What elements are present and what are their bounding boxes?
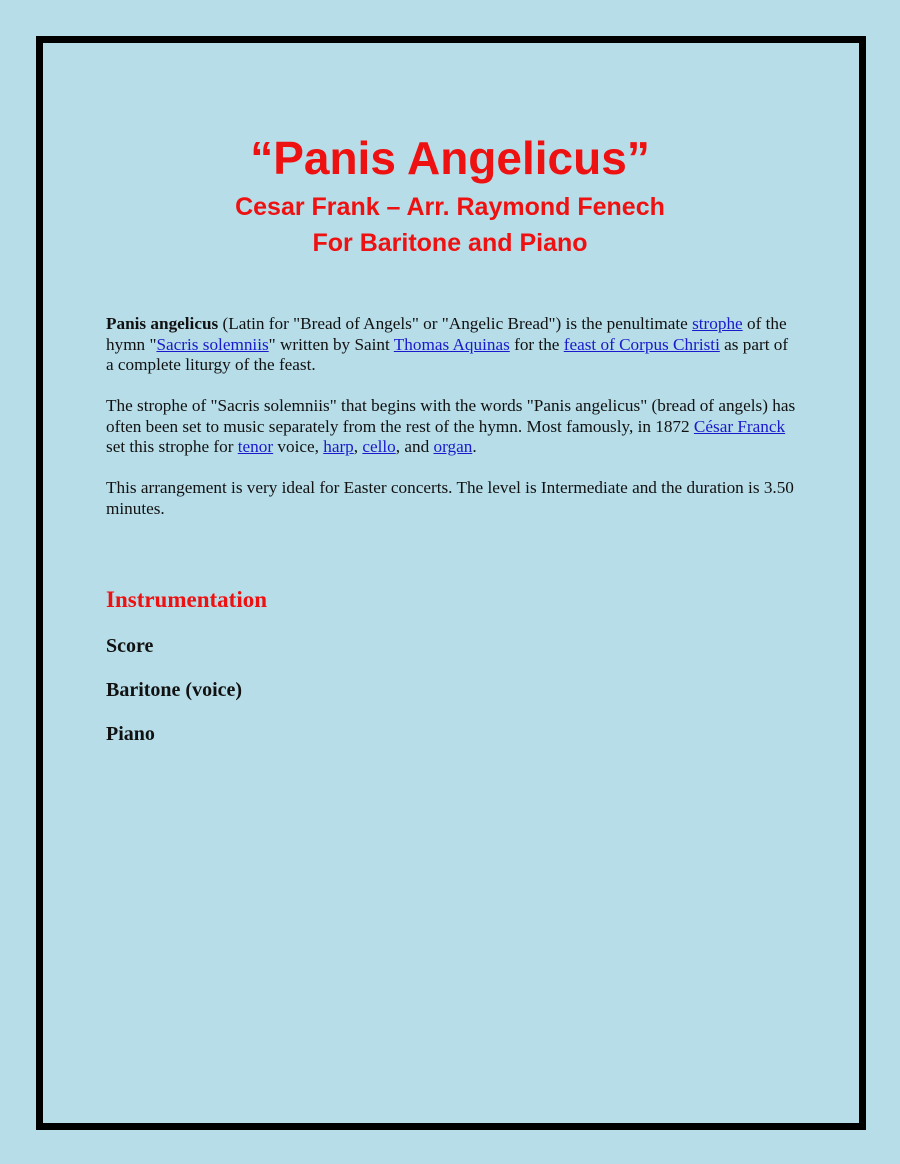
page-title: “Panis Angelicus” bbox=[250, 132, 650, 184]
tenor-link[interactable]: tenor bbox=[237, 437, 274, 456]
intro-paragraph bbox=[106, 314, 796, 376]
intro-text-a: (Latin for "Bread of Angels" or "Angelic Bread") is the penultimate bbox=[218, 314, 693, 333]
intro-text-c: " written by Saint bbox=[268, 334, 394, 354]
harp-link[interactable]: harp bbox=[323, 437, 354, 456]
composer-arranger-subtitle: Cesar Frank – Arr. Raymond Fenech bbox=[235, 193, 665, 221]
instrument-subtitle: For Baritone and Piano bbox=[312, 229, 588, 257]
corpus-christi-link[interactable]: feast of Corpus Christi bbox=[563, 334, 720, 354]
instrumentation-heading: Instrumentation bbox=[106, 587, 268, 612]
cello-link[interactable]: cello bbox=[362, 437, 396, 456]
thomas-aquinas-link[interactable]: Thomas Aquinas bbox=[393, 334, 510, 354]
intro-text-d: for the bbox=[509, 334, 564, 354]
intro-bold-lead: Panis angelicus bbox=[106, 314, 219, 333]
strophe-link[interactable]: strophe bbox=[692, 314, 743, 333]
instrument-item-piano: Piano bbox=[106, 723, 155, 745]
history-text-b: set this strophe for bbox=[106, 437, 238, 456]
history-text-a: The strophe of "Sacris solemniis" that begins with the words "Panis angelicus" (bread of angels) has often been set to music separately from the rest of the hymn. Most famously, in 1872 bbox=[106, 396, 796, 436]
cesar-franck-link[interactable]: César Franck bbox=[693, 416, 786, 436]
instrument-item-baritone: Baritone (voice) bbox=[106, 679, 243, 701]
history-paragraph bbox=[106, 396, 796, 458]
sacris-solemniis-link[interactable]: Sacris solemniis bbox=[156, 334, 269, 354]
instrument-item-score: Score bbox=[106, 635, 154, 657]
history-text-f: . bbox=[472, 437, 477, 456]
history-text-d: , bbox=[353, 437, 363, 456]
arrangement-paragraph: This arrangement is very ideal for Easter concerts. The level is Intermediate and the duration is 3.50 minutes. bbox=[106, 478, 794, 518]
history-text-c: voice, bbox=[273, 437, 324, 456]
intro-text-b: of the hymn " bbox=[106, 314, 787, 354]
organ-link[interactable]: organ bbox=[433, 437, 473, 456]
history-text-e: , and bbox=[395, 437, 434, 456]
intro-text-e: as part of a complete liturgy of the feast. bbox=[106, 334, 789, 374]
